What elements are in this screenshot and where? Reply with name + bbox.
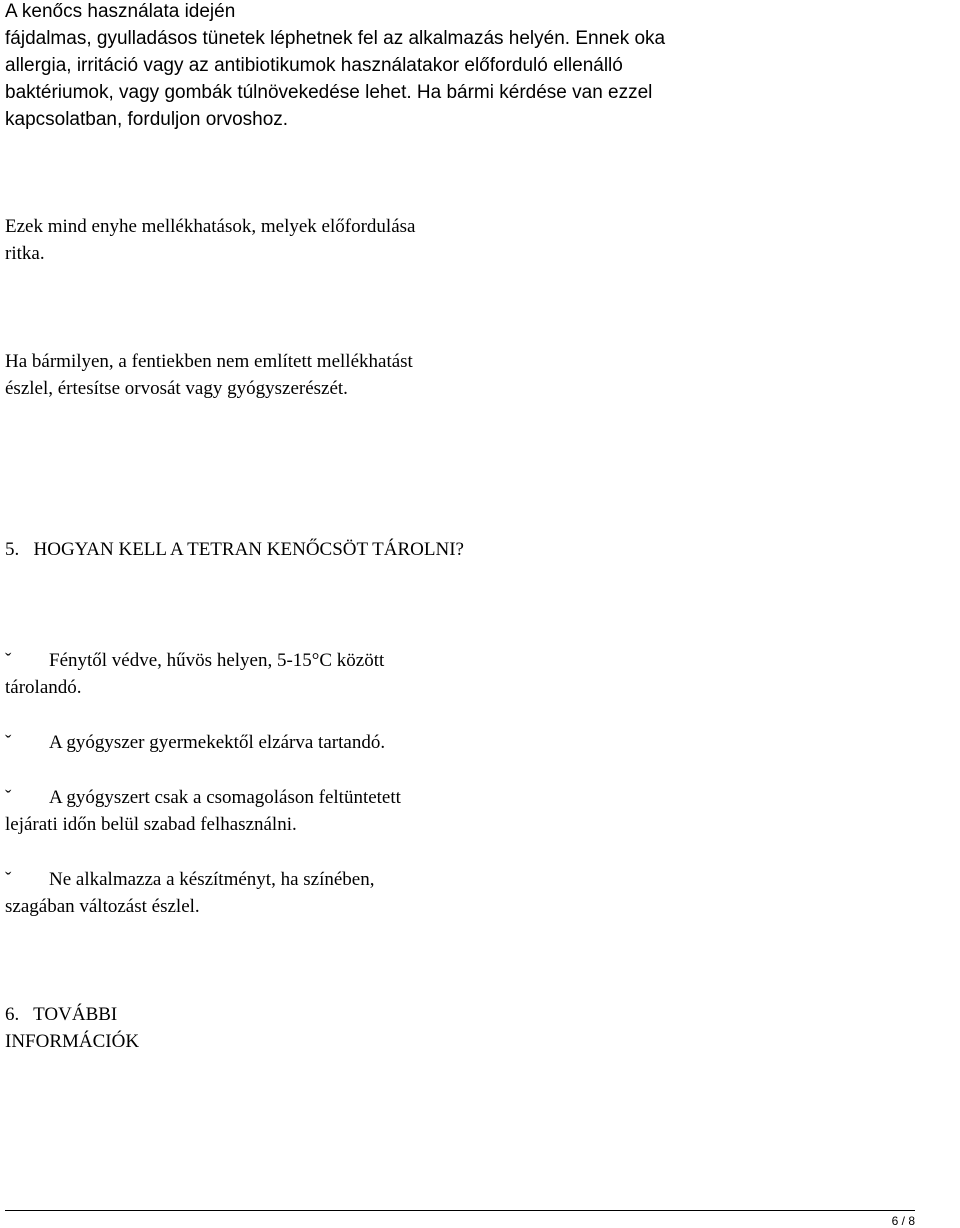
mild-effects-line: Ezek mind enyhe mellékhatások, melyek előfordulása: [5, 216, 416, 237]
section-6-heading: [5, 1001, 139, 1055]
storage-bullet: [5, 729, 385, 756]
section-6-heading-line: 6. TOVÁBBI: [5, 1004, 118, 1025]
intro-line: allergia, irritáció vagy az antibiotikumok használatakor előforduló ellenálló: [5, 55, 623, 76]
intro-line: kapcsolatban, forduljon orvoshoz.: [5, 109, 289, 130]
caron-bullet-icon: ˇ: [5, 732, 12, 753]
other-effects-line: észlel, értesítse orvosát vagy gyógyszerészét.: [5, 378, 348, 399]
other-effects-paragraph: [5, 348, 413, 402]
bullet-text: A gyógyszert csak a csomagoláson feltüntetett: [49, 787, 401, 808]
caron-bullet-icon: ˇ: [5, 650, 12, 671]
bullet-continuation: szagában változást észlel.: [5, 896, 200, 917]
intro-line: A kenőcs használata idején: [5, 1, 236, 22]
intro-paragraph: [5, 0, 665, 133]
section-6-heading-line: INFORMÁCIÓK: [5, 1031, 140, 1052]
page-number: 6 / 8: [891, 1214, 915, 1228]
mild-effects-paragraph: [5, 213, 415, 267]
mild-effects-line: ritka.: [5, 243, 45, 264]
bullet-continuation: lejárati időn belül szabad felhasználni.: [5, 814, 297, 835]
storage-bullet: [5, 647, 384, 701]
caron-bullet-icon: ˇ: [5, 787, 12, 808]
storage-bullet: [5, 866, 375, 920]
caron-bullet-icon: ˇ: [5, 869, 12, 890]
other-effects-line: Ha bármilyen, a fentiekben nem említett mellékhatást: [5, 351, 413, 372]
storage-bullet: [5, 784, 401, 838]
footer-divider: [5, 1210, 915, 1211]
bullet-text: Fénytől védve, hűvös helyen, 5-15°C között: [49, 650, 385, 671]
section-5-heading: 5. HOGYAN KELL A TETRAN KENŐCSÖT TÁROLNI?: [5, 539, 464, 560]
bullet-continuation: tárolandó.: [5, 677, 82, 698]
intro-line: baktériumok, vagy gombák túlnövekedése lehet. Ha bármi kérdése van ezzel: [5, 82, 653, 103]
bullet-text: Ne alkalmazza a készítményt, ha színében,: [49, 869, 375, 890]
intro-line: fájdalmas, gyulladásos tünetek léphetnek fel az alkalmazás helyén. Ennek oka: [5, 28, 666, 49]
bullet-text: A gyógyszer gyermekektől elzárva tartandó.: [49, 732, 386, 753]
